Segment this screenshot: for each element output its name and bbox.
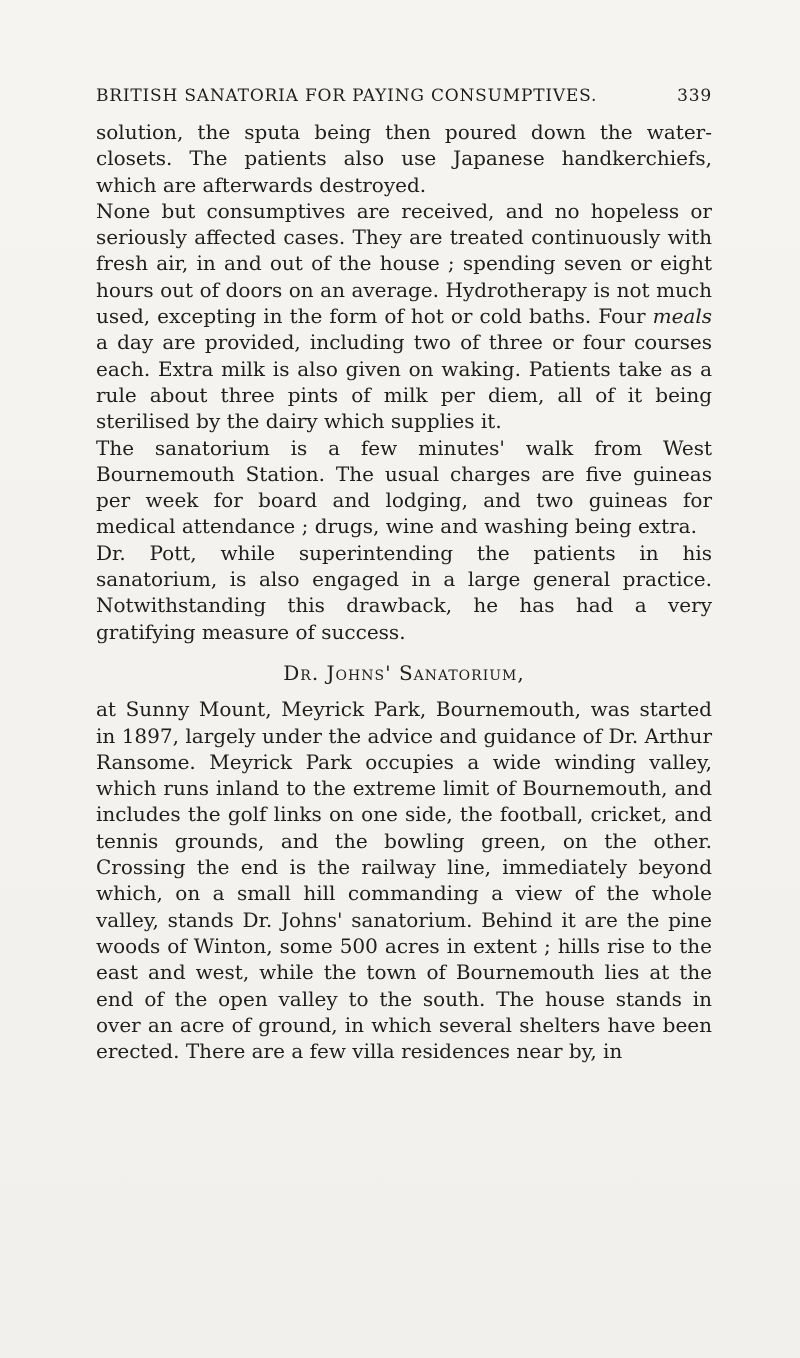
paragraph-treatment-start: None but consumptives are received, and no hopeless or seriously affected cases. They are treated continuously with fresh air, in and out of the house ; spending seven or eight hours out of doors on an average. Hydrotherapy is not much used, excepting in the form of hot or cold baths. Four: [96, 198, 712, 329]
paragraph-charges: The sanatorium is a few minutes' walk from West Bournemouth Station. The usual charges are five guineas per week for board and lodging, and two guineas for medical attendance ; drugs, wine and washing being extra.: [96, 435, 712, 539]
paragraph-treatment-end: a day are provided, including two of three or four courses each. Extra milk is also given on waking. Patients take as a rule about three pints of milk per diem, all of it being sterilised by the dairy which supplies it.: [96, 330, 712, 434]
paragraph-treatment: [96, 198, 712, 435]
paragraph-continuation: solution, the sputa being then poured down the water-closets. The patients also use Japanese handkerchiefs, which are afterwards destroyed.: [96, 120, 712, 197]
paragraph-johns-sanatorium: at Sunny Mount, Meyrick Park, Bournemouth, was started in 1897, largely under the advice and guidance of Dr. Arthur Ransome. Meyrick Park occupies a wide winding valley, which runs inland to the extreme limit of Bournemouth, and includes the golf links on one side, the football, cricket, and tennis grounds, and the bowling green, on the other. Crossing the end is the railway line, immediately beyond which, on a small hill commanding a view of the whole valley, stands Dr. Johns' sanatorium. Behind it are the pine woods of Winton, some 500 acres in extent ; hills rise to the east and west, while the town of Bournemouth lies at the end of the open valley to the south. The house stands in over an acre of ground, in which several shelters have been erected. There are a few villa residences near by, in: [96, 697, 712, 1064]
running-title: BRITISH SANATORIA FOR PAYING CONSUMPTIVES.: [96, 86, 598, 106]
section-heading: Dr. Johns' Sanatorium,: [283, 660, 525, 685]
paragraph-treatment-italic: meals: [652, 304, 712, 329]
body-text: [96, 119, 712, 1064]
page-number: 339: [677, 86, 712, 106]
running-header: [96, 86, 712, 112]
paragraph-dr-pott: Dr. Pott, while superintending the patients in his sanatorium, is also engaged in a large general practice. Notwithstanding this drawback, he has had a very gratifying measure of success.: [96, 540, 712, 644]
